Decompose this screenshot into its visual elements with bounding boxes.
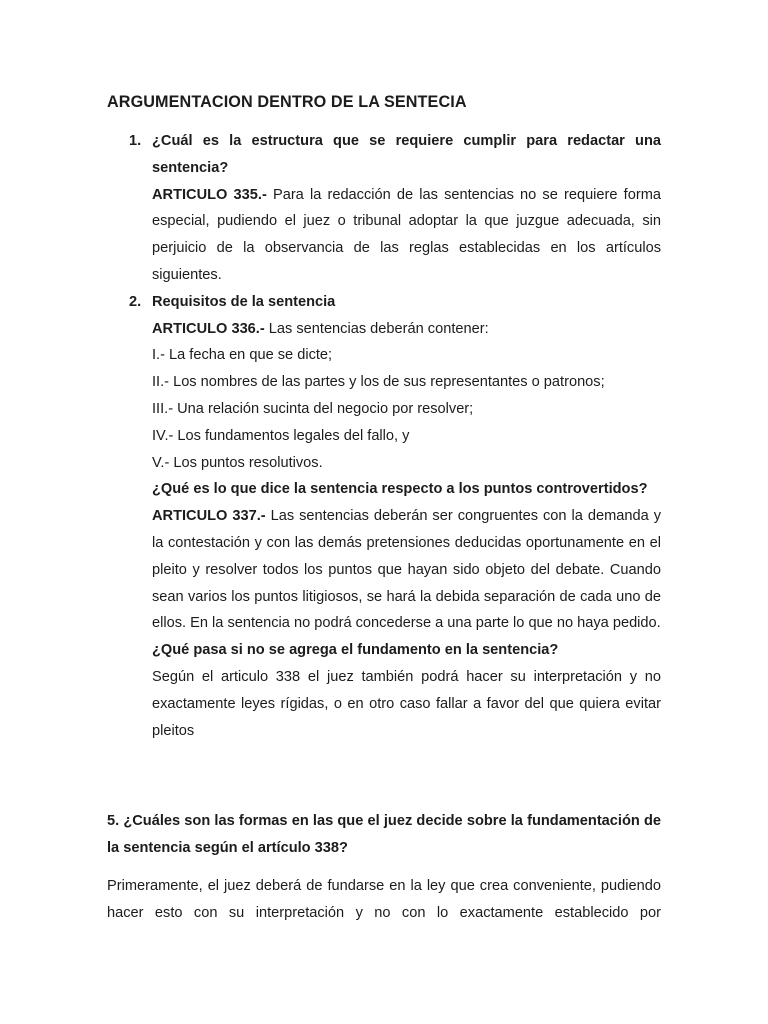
document-title: ARGUMENTACION DENTRO DE LA SENTECIA [107,93,467,111]
answer-5: Primeramente, el juez deberá de fundarse en la ley que crea conveniente, pudiendo hacer esto con su interpretación y no con lo exactamente establecido por [107,878,661,921]
requirement-line: IV.- Los fundamentos legales del fallo, y [152,427,410,444]
answer-4: Según el articulo 338 el juez también podrá hacer su interpretación y no exactamente leyes rígidas, o en otro caso fallar a favor del que quiera evitar pleitos [152,668,661,739]
list-item [107,289,661,745]
requirement-line: I.- La fecha en que se dicte; [152,347,333,364]
item-number: 2. [129,293,142,310]
question-5: 5. ¿Cuáles son las formas en las que el juez decide sobre la fundamentación de la sentencia según el artículo 338? [107,813,661,856]
list-item [107,128,661,289]
article-label: ARTICULO 336.- [152,320,265,337]
question-2: Requisitos de la sentencia [152,293,336,310]
article-label: ARTICULO 337.- [152,508,266,525]
article-text: Las sentencias deberán ser congruentes con la demanda y la contestación y con las demás pretensiones deducidas oportunamente en el pleito y resolver todos los puntos que hayan sido objeto del debate. Cuando sean varios los puntos litigiosos, se hará la debida separación de cada uno de ellos. En la sentencia no podrá concederse a una parte lo que no haya pedido. [152,508,661,632]
article-text: Las sentencias deberán contener: [264,320,489,337]
article-335 [152,182,661,289]
question-1: ¿Cuál es la estructura que se requiere cumplir para redactar una sentencia? [152,133,661,176]
item-number: 1. [129,133,142,149]
question-4: ¿Qué pasa si no se agrega el fundamento en la sentencia? [152,642,559,659]
requirement-line: II.- Los nombres de las partes y los de sus representantes o patronos; [152,374,605,391]
requirement-line: III.- Una relación sucinta del negocio por resolver; [152,400,474,417]
article-text: Para la redacción de las sentencias no se requiere forma especial, pudiendo el juez o tribunal adoptar la que juzgue adecuada, sin perjuicio de la observancia de las reglas establecidas en los artículos siguientes. [152,186,661,283]
article-336 [152,316,661,343]
article-337 [152,503,661,637]
article-label: ARTICULO 335.- [152,186,267,203]
question-list [107,128,661,744]
requirement-line: V.- Los puntos resolutivos. [152,454,323,471]
question-3: ¿Qué es lo que dice la sentencia respecto a los puntos controvertidos? [152,481,648,498]
